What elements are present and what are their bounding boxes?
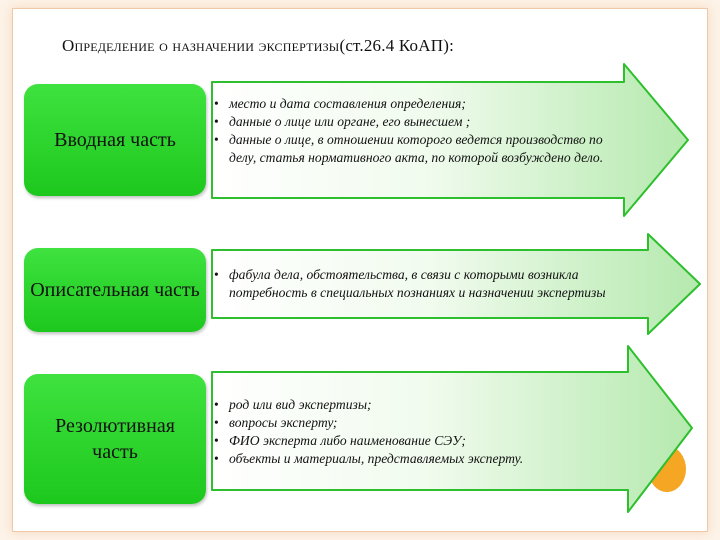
list-item: • данные о лице, в отношении которого ведется производство по делу, статья нормативного акта, по которой возбуждено дело. bbox=[214, 131, 622, 167]
list-item: • род или вид экспертизы; bbox=[214, 396, 626, 414]
list-item: • данные о лице или органе, его вынесшем ; bbox=[214, 113, 622, 131]
section-label-intro bbox=[24, 84, 206, 196]
title-main: Определение о назначении экспертизы bbox=[62, 36, 340, 55]
resolutive-bullet-list bbox=[214, 396, 626, 468]
list-item: • место и дата составления определения; bbox=[214, 95, 622, 113]
list-item: • вопросы эксперту; bbox=[214, 414, 626, 432]
list-item: • ФИО эксперта либо наименование СЭУ; bbox=[214, 432, 626, 450]
list-item: • объекты и материалы, представляемых эксперту. bbox=[214, 450, 626, 468]
descriptive-bullet-list bbox=[214, 266, 632, 302]
title-reference: (ст.26.4 КоАП): bbox=[339, 36, 454, 55]
section-label-resolutive-text: Резолютивная часть bbox=[55, 415, 175, 463]
section-label-resolutive bbox=[24, 374, 206, 504]
section-label-intro-text: Вводная часть bbox=[54, 129, 176, 151]
section-label-descriptive-text: Описательная часть bbox=[30, 279, 200, 301]
intro-bullet-list bbox=[214, 95, 622, 167]
list-item: • фабула дела, обстоятельства, в связи с которыми возникла потребность в специальных познаниях и назначении экспертизы bbox=[214, 266, 632, 302]
section-label-descriptive bbox=[24, 248, 206, 332]
